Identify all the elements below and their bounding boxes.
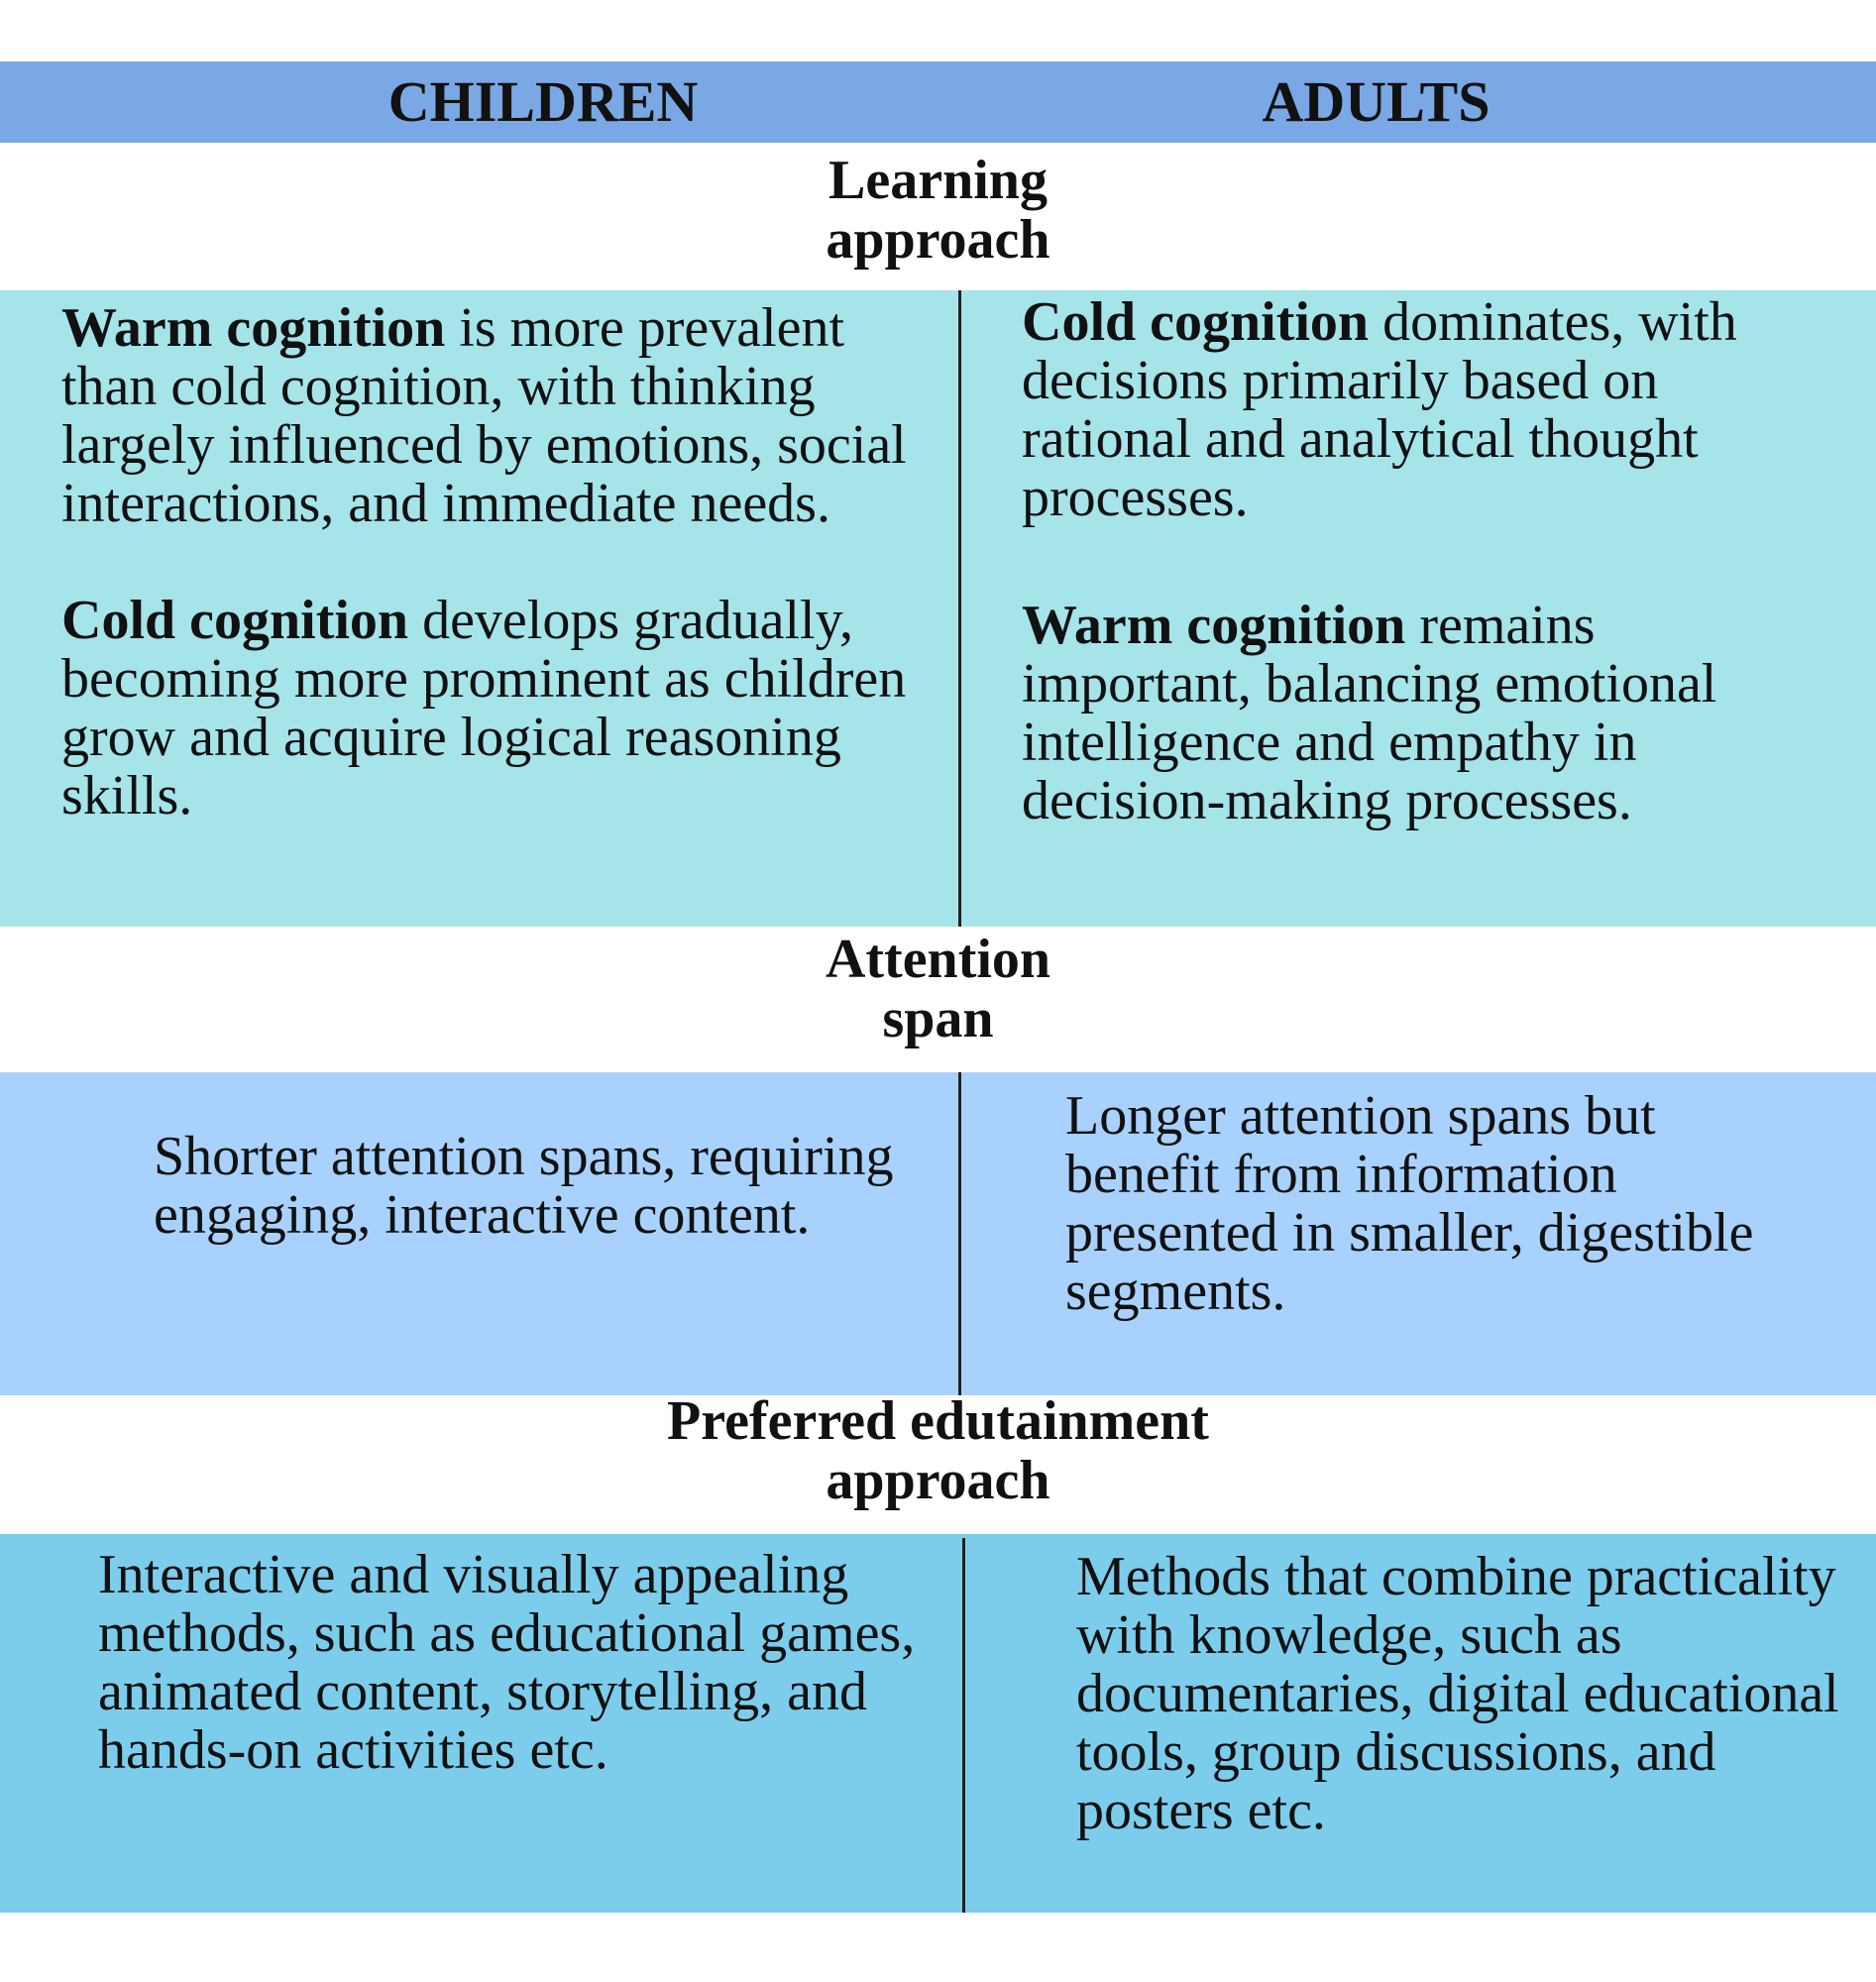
section-title-line-1: Attention xyxy=(825,929,1051,990)
column-divider xyxy=(958,1072,961,1395)
column-divider xyxy=(962,1538,965,1913)
edutainment-adults-cell: Methods that combine practicality with knowledge, such as documentaries, digital educational tools, group discussions, and posters etc. xyxy=(1076,1546,1839,1841)
section-title-learning-approach xyxy=(0,151,1876,270)
attention-span-panel xyxy=(0,1072,1876,1395)
preferred-edutainment-panel xyxy=(0,1534,1876,1913)
learning-approach-panel xyxy=(0,290,1876,927)
column-divider xyxy=(958,290,961,927)
column-header-band xyxy=(0,61,1876,143)
section-title-preferred-edutainment-approach xyxy=(0,1391,1876,1510)
attention-span-children-cell: Shorter attention spans, requiring engaging, interactive content. xyxy=(154,1126,894,1246)
section-title-line-2: span xyxy=(882,988,994,1049)
adults-learning-text-1: dominates, with decisions primarily based on rational and analytical thought processes. xyxy=(1022,291,1737,528)
cold-cognition-term: Cold cognition xyxy=(1022,291,1370,353)
children-learning-paragraph-2 xyxy=(61,592,934,826)
section-title-line-2: approach xyxy=(826,1450,1050,1511)
learning-approach-children-cell xyxy=(61,299,934,826)
children-learning-paragraph-1 xyxy=(61,299,934,533)
learning-approach-adults-cell xyxy=(1022,293,1815,830)
adults-column-header: ADULTS xyxy=(1262,69,1490,134)
children-learning-text-2: develops gradually, becoming more prominent as children grow and acquire logical reasoning skills. xyxy=(61,590,907,826)
warm-cognition-term: Warm cognition xyxy=(61,297,446,359)
children-column-header: CHILDREN xyxy=(387,69,699,134)
adults-learning-text-2: remains important, balancing emotional intelligence and empathy in decision-making processes. xyxy=(1022,595,1717,831)
adults-learning-paragraph-2 xyxy=(1022,597,1815,830)
cold-cognition-term: Cold cognition xyxy=(61,590,409,651)
section-title-line-1: Learning xyxy=(828,150,1048,211)
section-title-attention-span xyxy=(0,930,1876,1048)
adults-learning-paragraph-1 xyxy=(1022,293,1815,527)
section-title-line-1: Preferred edutainment xyxy=(667,1390,1209,1452)
section-title-line-2: approach xyxy=(826,209,1050,271)
children-learning-text-1: is more prevalent than cold cognition, with thinking largely influenced by emotions, social interactions, and immediate needs. xyxy=(61,297,907,534)
warm-cognition-term: Warm cognition xyxy=(1022,595,1406,656)
edutainment-children-cell: Interactive and visually appealing methods, such as educational games, animated content, storytelling, and hands-on activities etc. xyxy=(98,1544,916,1781)
attention-span-adults-cell: Longer attention spans but benefit from information presented in smaller, digestible segments. xyxy=(1065,1085,1754,1322)
